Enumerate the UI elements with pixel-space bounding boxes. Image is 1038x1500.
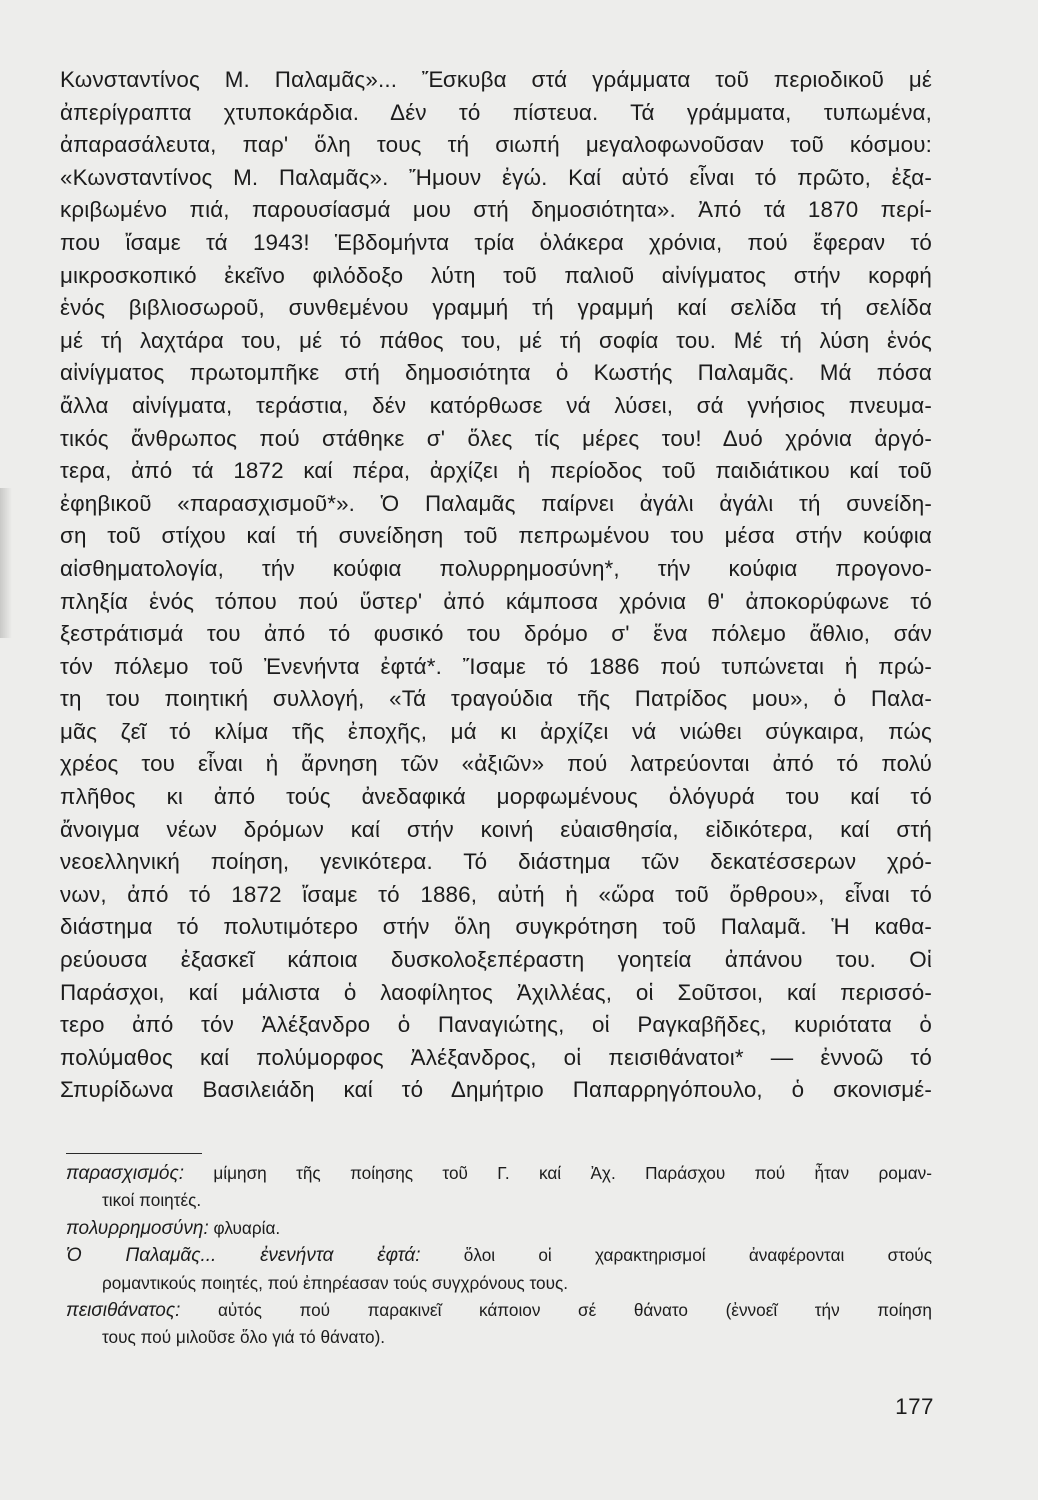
text-line: ἀπαρασάλευτα, παρ' ὅλη τους τή σιωπή μεγαλοφωνοῦσαν τοῦ κόσμου: xyxy=(60,132,932,158)
text-line: μικροσκοπικό ἐκεῖνο φιλόδοξο λύτη τοῦ παλιοῦ αἰνίγματος στήν κορφή xyxy=(60,262,932,288)
text-line: μέ τή λαχτάρα του, μέ τό πάθος του, μέ τή σοφία του. Μέ τή λύση ἑνός xyxy=(60,327,932,353)
text-line: Παράσχοι, καί μάλιστα ὁ λαοφίλητος Ἀχιλλέας, οἱ Σοῦτσοι, καί περισσό- xyxy=(60,979,932,1005)
text-line: ἑνός βιβλιοσωροῦ, συνθεμένου γραμμή τή γραμμή καί σελίδα τή σελίδα xyxy=(60,295,932,321)
text-line: αἰσθηματολογία, τήν κούφια πολυρρημοσύνη*, τήν κούφια προγονο- xyxy=(60,555,932,581)
text-line: νων, ἀπό τό 1872 ἴσαμε τό 1886, αὐτή ἡ «ὥρα τοῦ ὄρθρου», εἶναι τό xyxy=(60,881,932,907)
text-line: ἐφηβικοῦ «παρασχισμοῦ*». Ὁ Παλαμᾶς παίρνει ἀγάλι ἀγάλι τή συνείδη- xyxy=(60,490,932,516)
text-line: τικός ἄνθρωπος πού στάθηκε σ' ὅλες τίς μέρες του! Δυό χρόνια ἀργό- xyxy=(60,425,932,451)
footnotes xyxy=(66,1160,932,1352)
text-line: Σπυρίδωνα Βασιλειάδη καί τό Δημήτριο Παπαρρηγόπουλο, ὁ σκονισμέ- xyxy=(60,1077,932,1103)
text-line: κριβωμένο πιά, παρουσίασμά μου στή δημοσιότητα». Ἀπό τά 1870 περί- xyxy=(60,197,932,223)
page-number: 177 xyxy=(895,1394,934,1419)
footnote-term: πολυρρημοσύνη: xyxy=(66,1217,209,1239)
text-line: ση τοῦ στίχου καί τή συνείδηση τοῦ πεπρωμένου του μέσα στήν κούφια xyxy=(60,523,932,549)
footnote-text: φλυαρία. xyxy=(213,1217,281,1238)
footnote-entry xyxy=(66,1242,932,1269)
footnote-text: ὅλοι οἱ χαρακτηρισμοί ἀναφέρονται στούς xyxy=(463,1245,932,1266)
text-line: τη του ποιητική συλλογή, «Τά τραγούδια τῆς Πατρίδος μου», ὁ Παλα- xyxy=(60,686,932,712)
text-line: Κωνσταντίνος Μ. Παλαμᾶς»... Ἔσκυβα στά γράμματα τοῦ περιοδικοῦ μέ xyxy=(60,67,932,92)
footnote-term: παρασχισμός: xyxy=(66,1163,185,1184)
main-text xyxy=(60,64,932,1107)
text-line: «Κωνσταντίνος Μ. Παλαμᾶς». Ἤμουν ἐγώ. Καί αὐτό εἶναι τό πρῶτο, ἐξα- xyxy=(60,164,932,190)
text-line: μᾶς ζεῖ τό κλίμα τῆς ἐποχῆς, μά κι ἀρχίζει νά νιώθει σύγκαιρα, πώς xyxy=(60,718,932,744)
page-edge-shadow xyxy=(0,488,12,638)
text-line: πλῆθος κι ἀπό τούς ἀνεδαφικά μορφωμένους ὁλόγυρά του καί τό xyxy=(60,784,932,810)
text-line: νεοελληνική ποίηση, γενικότερα. Τό διάστημα τῶν δεκατέσσερων χρό- xyxy=(60,849,932,875)
text-line: αἰνίγματος πρωτομπῆκε στή δημοσιότητα ὁ Κωστής Παλαμᾶς. Μά πόσα xyxy=(60,360,932,386)
text-line: τόν πόλεμο τοῦ Ἐνενήντα ἐφτά*. Ἴσαμε τό 1886 πού τυπώνεται ἡ πρώ- xyxy=(60,653,932,679)
text-line: τερα, ἀπό τά 1872 καί πέρα, ἀρχίζει ἡ περίοδος τοῦ παιδιάτικου καί τοῦ xyxy=(60,458,932,484)
footnote-entry xyxy=(66,1215,932,1242)
footnote-continuation: τους πού μιλοῦσε ὅλο γιά τό θάνατο). xyxy=(102,1327,386,1348)
footnote-entry xyxy=(66,1160,932,1187)
text-line: ξεστράτισμά του ἀπό τό φυσικό του δρόμο σ' ἕνα πόλεμο ἄθλιο, σάν xyxy=(60,621,932,647)
footnote-term: πεισιθάνατος: xyxy=(66,1299,181,1321)
text-line: που ἴσαμε τά 1943! Ἑβδομήντα τρία ὁλάκερα χρόνια, πού ἔφεραν τό xyxy=(60,229,932,255)
text-line: ἄλλα αἰνίγματα, τεράστια, δέν κατόρθωσε νά λύσει, σά γνήσιος πνευμα- xyxy=(60,392,932,418)
footnote-continuation: τικοί ποιητές. xyxy=(102,1190,202,1211)
text-line: ρεύουσα ἐξασκεῖ κάποια δυσκολοξεπέραστη γοητεία ἀπάνου του. Οἱ xyxy=(60,947,932,973)
footnote-continuation: ρομαντικούς ποιητές, πού ἐπηρέασαν τούς συγχρόνους τους. xyxy=(102,1272,569,1293)
text-line: ἄνοιγμα νέων δρόμων καί στήν κοινή εὐαισθησία, εἰδικότερα, καί στή xyxy=(60,816,932,842)
text-line: χρέος του εἶναι ἡ ἄρνηση τῶν «ἀξιῶν» πού λατρεύονται ἀπό τό πολύ xyxy=(60,751,932,777)
footnote-text: μίμηση τῆς ποίησης τοῦ Γ. καί Ἀχ. Παράσχου πού ἦταν ρομαν- xyxy=(213,1163,932,1183)
footnote-term: Ὁ Παλαμᾶς... ἐνενήντα ἐφτά: xyxy=(66,1245,421,1267)
text-line: ἀπερίγραπτα χτυποκάρδια. Δέν τό πίστευα. Τά γράμματα, τυπωμένα, xyxy=(60,99,932,125)
text-line: διάστημα τό πολυτιμότερο στήν ὅλη συγκρότηση τοῦ Παλαμᾶ. Ἡ καθα- xyxy=(60,914,932,940)
text-line: πολύμαθος καί πολύμορφος Ἀλέξανδρος, οἱ πεισιθάνατοι* — ἐννοῶ τό xyxy=(60,1044,932,1070)
text-line: τερο ἀπό τόν Ἀλέξανδρο ὁ Παναγιώτης, οἱ Ραγκαβῆδες, κυριότατα ὁ xyxy=(60,1012,932,1038)
text-line: πληξία ἑνός τόπου πού ὕστερ' ἀπό κάμποσα χρόνια θ' ἀποκορύφωνε τό xyxy=(60,588,932,614)
footnote-text: αὐτός πού παρακινεῖ κάποιον σέ θάνατο (ἐννοεῖ τήν ποίηση xyxy=(217,1299,932,1320)
footnote-entry xyxy=(66,1297,932,1324)
footnote-separator xyxy=(66,1153,202,1154)
